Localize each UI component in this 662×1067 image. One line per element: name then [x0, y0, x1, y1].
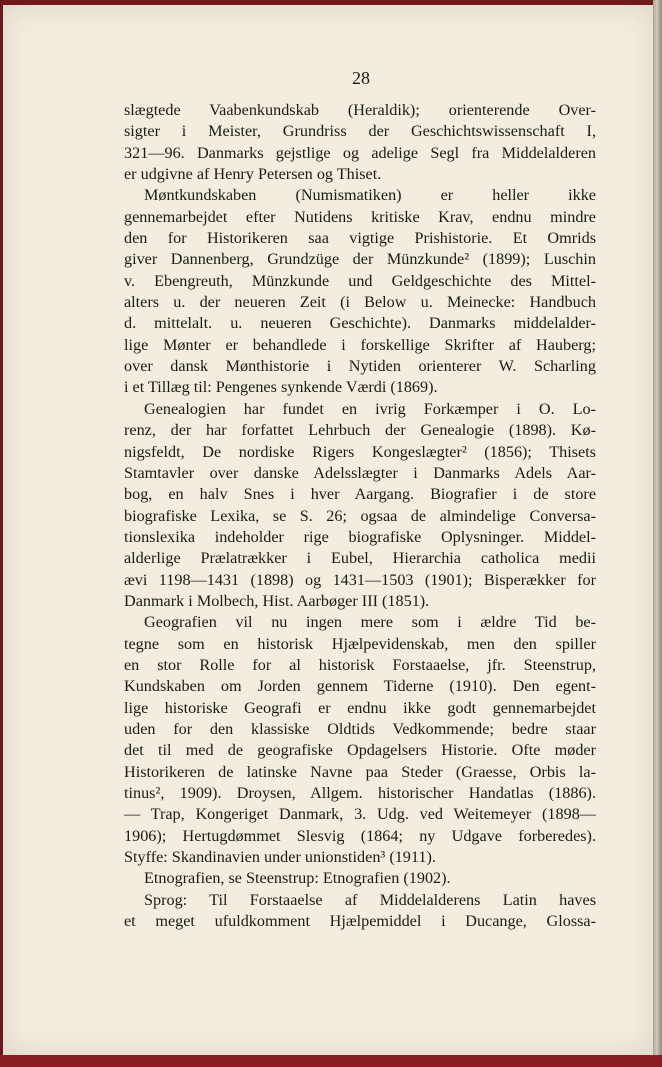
text-line: over dansk Mønthistorie i Nytiden orienterer W. Scharling	[124, 357, 596, 376]
text-line: — Trap, Kongeriget Danmark, 3. Udg. ved Weitemeyer (1898—	[124, 805, 596, 824]
text-line: ævi 1198—1431 (1898) og 1431—1503 (1901); Bisperækker for	[124, 570, 596, 589]
text-line: Sprog: Til Forstaaelse af Middelalderens Latin haves	[144, 890, 596, 909]
text-line: alters u. der neueren Zeit (i Below u. Meinecke: Handbuch	[124, 293, 596, 312]
text-line: et meget ufuldkomment Hjælpemiddel i Ducange, Glossa-	[124, 912, 596, 931]
body-text	[124, 100, 596, 932]
text-line: sigter i Meister, Grundriss der Geschichtswissenschaft I,	[124, 122, 596, 141]
text-line: Geografien vil nu ingen mere som i ældre Tid be-	[144, 613, 596, 632]
text-line: d. mittelalt. u. neueren Geschichte). Danmarks middelalder-	[124, 314, 596, 333]
text-line: renz, der har forfattet Lehrbuch der Genealogie (1898). Kø-	[124, 421, 596, 440]
text-line: Danmark i Molbech, Hist. Aarbøger III (1851).	[124, 591, 430, 610]
text-line: slægtede Vaabenkundskab (Heraldik); orienterende Over-	[124, 101, 596, 119]
text-line: lige Mønter er behandlede i forskellige Skrifter af Hauberg;	[124, 335, 596, 354]
text-line: Styffe: Skandinavien under unionstiden³ (1911).	[124, 848, 436, 867]
text-line: alderlige Prælatrækker i Eubel, Hierarchia catholica medii	[124, 549, 596, 568]
text-line: i et Tillæg til: Pengenes synkende Værdi (1869).	[124, 378, 438, 397]
text-line: Møntkundskaben (Numismatiken) er heller ikke	[144, 186, 596, 205]
text-line: v. Ebengreuth, Münzkunde und Geldgeschichte des Mittel-	[124, 271, 596, 290]
text-line: nigsfeldt, De nordiske Rigers Kongeslægter² (1856); Thisets	[124, 442, 596, 461]
text-line: bog, en halv Snes i hver Aargang. Biografier i de store	[124, 485, 596, 504]
text-line: 321—96. Danmarks gejstlige og adelige Segl fra Middelalderen	[124, 143, 596, 162]
text-line: tionslexika indeholder rige biografiske Oplysninger. Middel-	[124, 527, 596, 546]
page-edge	[653, 0, 662, 1067]
page-number: 28	[352, 68, 370, 88]
text-line: biografiske Lexika, se S. 26; ogsaa de almindelige Conversa-	[124, 506, 596, 525]
text-line: tinus², 1909). Droysen, Allgem. historischer Handatlas (1886).	[124, 784, 596, 802]
text-line: giver Dannenberg, Grundzüge der Münzkunde² (1899); Luschin	[124, 250, 596, 269]
text-line: Kundskaben om Jorden gennem Tiderne (1910). Den egent-	[124, 677, 596, 696]
text-line: uden for den klassiske Oldtids Vedkommende; bedre staar	[124, 719, 596, 738]
text-line: Historikeren de latinske Navne paa Steder (Graesse, Orbis la-	[124, 762, 596, 781]
text-line: tegne som en historisk Hjælpevidenskab, men den spiller	[124, 634, 596, 653]
text-line: Stamtavler over danske Adelsslægter i Danmarks Adels Aar-	[124, 463, 596, 482]
text-line: er udgivne af Henry Petersen og Thiset.	[124, 165, 382, 184]
text-line: lige historiske Geografi er endnu ikke godt gennemarbejdet	[124, 698, 596, 717]
cover-edge	[0, 1055, 662, 1067]
text-line: det til med de geografiske Opdagelsers Historie. Ofte møder	[124, 741, 596, 760]
text-line: Genealogien har fundet en ivrig Forkæmper i O. Lo-	[144, 399, 596, 418]
text-line: Etnografien, se Steenstrup: Etnografien (1902).	[144, 869, 451, 888]
text-line: en stor Rolle for al historisk Forstaaelse, jfr. Steenstrup,	[124, 655, 596, 674]
text-line: den for Historikeren saa vigtige Prishistorie. Et Omrids	[124, 229, 596, 248]
text-line: gennemarbejdet efter Nutidens kritiske Krav, endnu mindre	[124, 207, 596, 226]
text-line: 1906); Hertugdømmet Slesvig (1864; ny Udgave forberedes).	[124, 826, 596, 845]
